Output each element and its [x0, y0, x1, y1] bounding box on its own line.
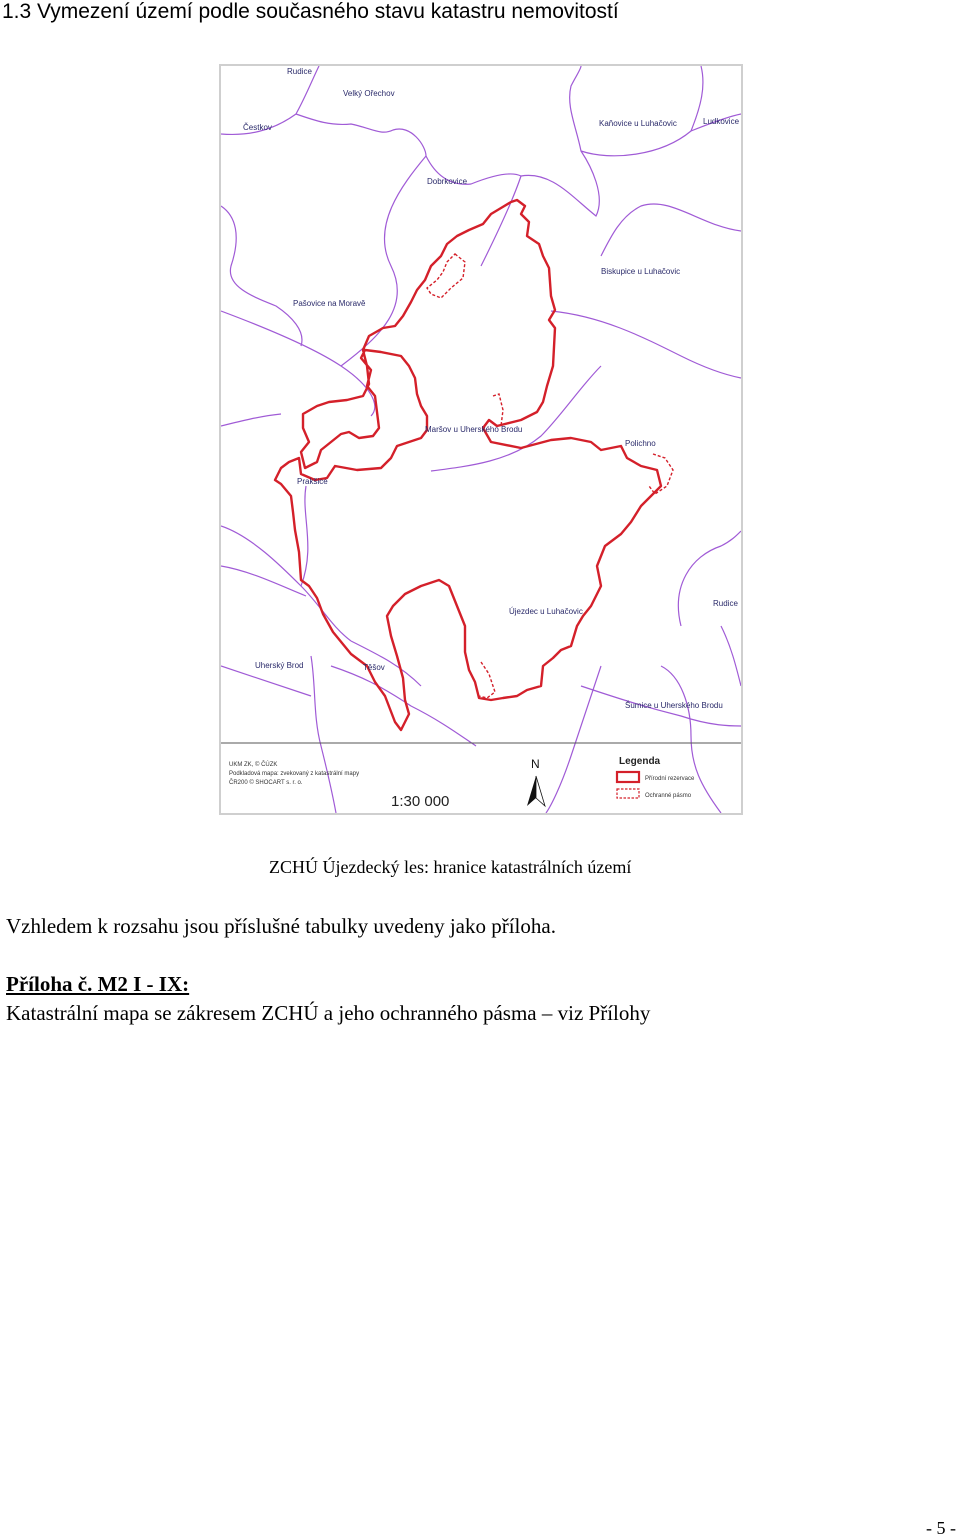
place-label: Velký Ořechov: [343, 89, 395, 98]
annex-description: Katastrální mapa se zákresem ZCHÚ a jeho ochranného pásma – viz Přílohy: [6, 1001, 651, 1025]
place-label: Šumice u Uherského Brodu: [625, 701, 723, 710]
place-label: Maršov u Uherského Brodu: [425, 425, 523, 434]
legend-title: Legenda: [619, 756, 661, 767]
place-label: Pašovice na Moravě: [293, 299, 366, 308]
place-label: Rudice: [713, 599, 738, 608]
map-credit: ČR200 © SHOCART s. r. o.: [229, 780, 303, 786]
place-label: Biskupice u Luhačovic: [601, 267, 681, 276]
place-label: Polichno: [625, 439, 656, 448]
annex-title: Příloha č. M2 I - IX:: [6, 972, 190, 996]
cadastral-map: [219, 64, 743, 815]
map-credit: Podkladová mapa: zvekovaný z katastrální mapy: [229, 771, 360, 777]
legend-swatch-reserve: [617, 772, 639, 782]
section-heading: 1.3 Vymezení území podle současného stavu katastru nemovitostí: [2, 0, 619, 23]
legend-label: Přírodní rezervace: [645, 776, 695, 782]
body-paragraph: Vzhledem k rozsahu jsou příslušné tabulky uvedeny jako příloha.: [6, 914, 556, 938]
north-arrow-icon: [527, 757, 545, 806]
place-label: Těšov: [363, 663, 385, 672]
place-label: Kaňovice u Luhačovic: [599, 119, 677, 128]
svg-text:N: N: [531, 757, 540, 771]
figure-caption: ZCHÚ Újezdecký les: hranice katastrálních území: [269, 857, 632, 877]
map-credit: UKM ZK, © ČÚZK: [229, 762, 278, 768]
place-label: Rudice: [287, 67, 312, 76]
map-scale: 1:30 000: [391, 793, 450, 810]
legend-swatch-zone: [617, 789, 639, 798]
place-label: Dobrkovice: [427, 177, 468, 186]
place-label: Čestkov: [243, 123, 272, 132]
place-label: Uherský Brod: [255, 661, 304, 670]
place-label: Újezdec u Luhačovic: [509, 607, 583, 616]
legend-label: Ochranné pásmo: [645, 793, 692, 799]
place-label: Prakšice: [297, 477, 328, 486]
place-label: Ludkovice: [703, 117, 740, 126]
page-number: - 5 -: [926, 1518, 956, 1538]
